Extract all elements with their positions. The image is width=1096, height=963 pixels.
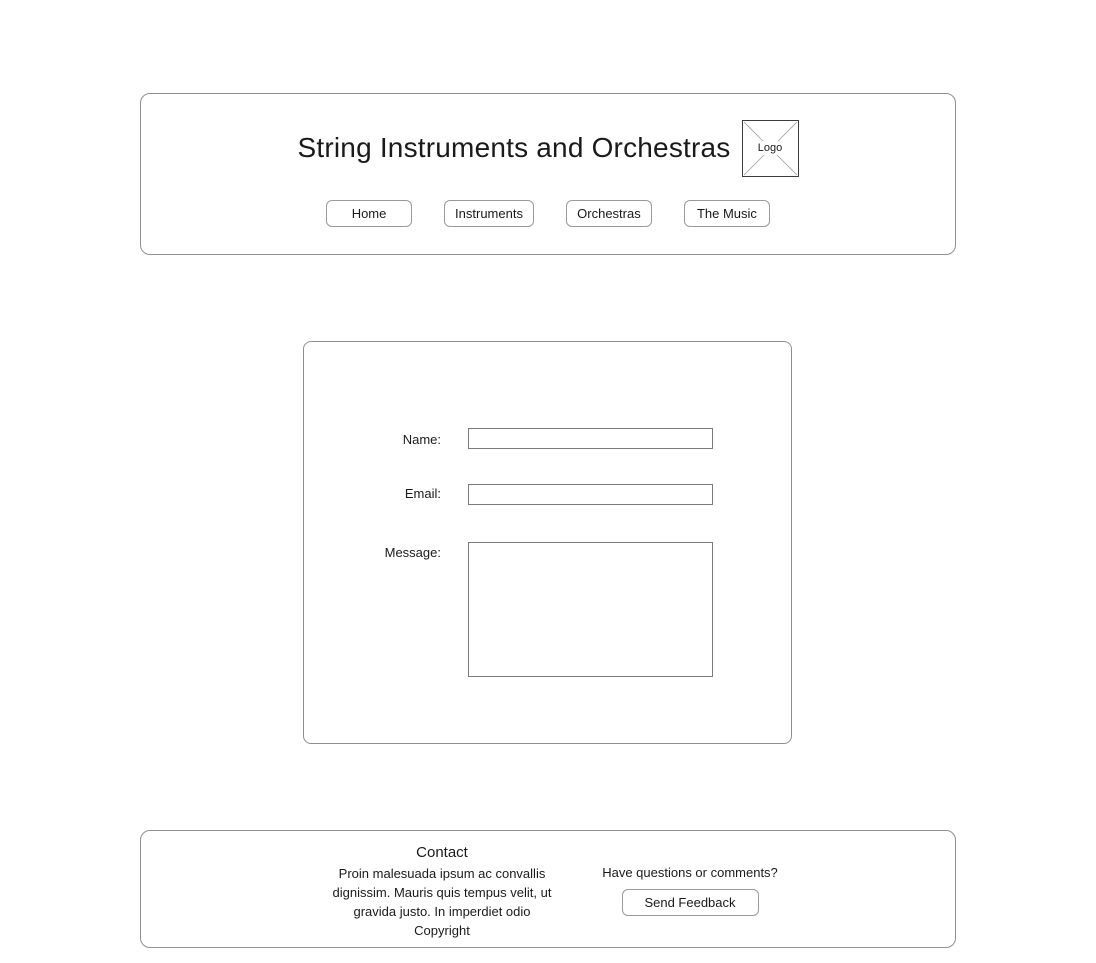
logo-placeholder [742,120,799,177]
header-panel [140,93,956,255]
footer-feedback-column [570,831,810,916]
nav-bar [141,200,955,227]
nav-button-the-music[interactable]: The Music [684,200,770,227]
footer-panel [140,830,956,948]
nav-button-orchestras[interactable]: Orchestras [566,200,652,227]
footer-contact-column [322,831,562,938]
footer-contact-heading: Contact [416,844,468,861]
name-label: Name: [402,432,441,447]
footer-copyright: Copyright [414,923,470,938]
message-label: Message: [384,545,441,560]
nav-button-instruments[interactable]: Instruments [444,200,534,227]
logo-label: Logo [757,142,783,154]
nav-button-home[interactable]: Home [326,200,412,227]
email-field[interactable] [468,484,713,505]
contact-form-panel [303,341,792,744]
send-feedback-button[interactable]: Send Feedback [622,889,759,916]
email-label: Email: [404,486,441,501]
title-row [141,94,955,202]
message-field[interactable] [468,542,713,677]
footer-question-text: Have questions or comments? [602,865,778,880]
footer-contact-text: Proin malesuada ipsum ac convallis dignissim. Mauris quis tempus velit, ut gravida justo. In imperdiet odio [332,866,552,919]
name-field[interactable] [468,428,713,449]
page-title: String Instruments and Orchestras [297,132,731,163]
